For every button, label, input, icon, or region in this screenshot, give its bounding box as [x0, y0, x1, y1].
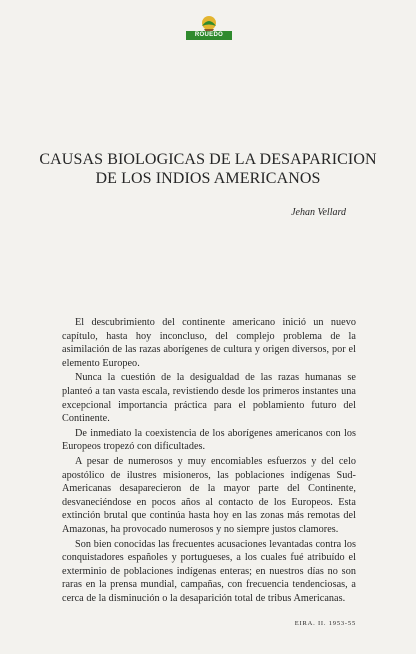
- publisher-logo-text: ROUEDO: [186, 31, 232, 40]
- paragraph-5: Son bien conocidas las frecuentes acusaciones levantadas contra los conquistadores españoles y portugueses, a los cuales fué atribuído el exterminio de poblaciones indígenas enteras; en nuestros días no son raras en la prensa mundial, campañas, con frecuencia tendenciosas, a cerca de la disminución o la desaparición total de tribus Americanas.: [62, 538, 356, 604]
- article-title-line-2: DE LOS INDIOS AMERICANOS: [95, 170, 321, 187]
- article-title-line-1: CAUSAS BIOLOGICAS DE LA DESAPARICION: [39, 151, 377, 168]
- paragraph-1: El descubrimiento del continente americano inició un nuevo capítulo, hasta hoy inconcluso, del complejo problema de la asimilación de las razas aborígenes de cultura y origen diversos, por el elemento Europeo.: [62, 317, 356, 369]
- paragraph-2: Nunca la cuestión de la desigualdad de las razas humanas se planteó a tan vasta escala, revistiendo desde los primeros instantes una excepcional importancia práctica para el poblamiento futuro del Continente.: [62, 372, 356, 425]
- article-title: [0, 150, 416, 188]
- journal-footer: EIRA. II. 1953-55: [294, 620, 356, 627]
- paragraph-4: A pesar de numerosos y muy encomiables esfuerzos y del celo apostólico de ilustres misioneros, las poblaciones indígenas Sud-Americanas desaparecieron de la mayor parte del Continente, desvaneciéndose en pocos años al contacto de los Europeos. Esta extinción brutal que continúa hasta hoy en las zonas más remotas del Amazonas, ha provocado numerosos y no siempre justos clamores.: [62, 455, 356, 535]
- article-body: [62, 316, 356, 605]
- paragraph-3: De inmediato la coexistencia de los aborígenes americanos con los Europeos tropezó con dificultades.: [62, 427, 356, 453]
- author-name: Jehan Vellard: [291, 207, 346, 218]
